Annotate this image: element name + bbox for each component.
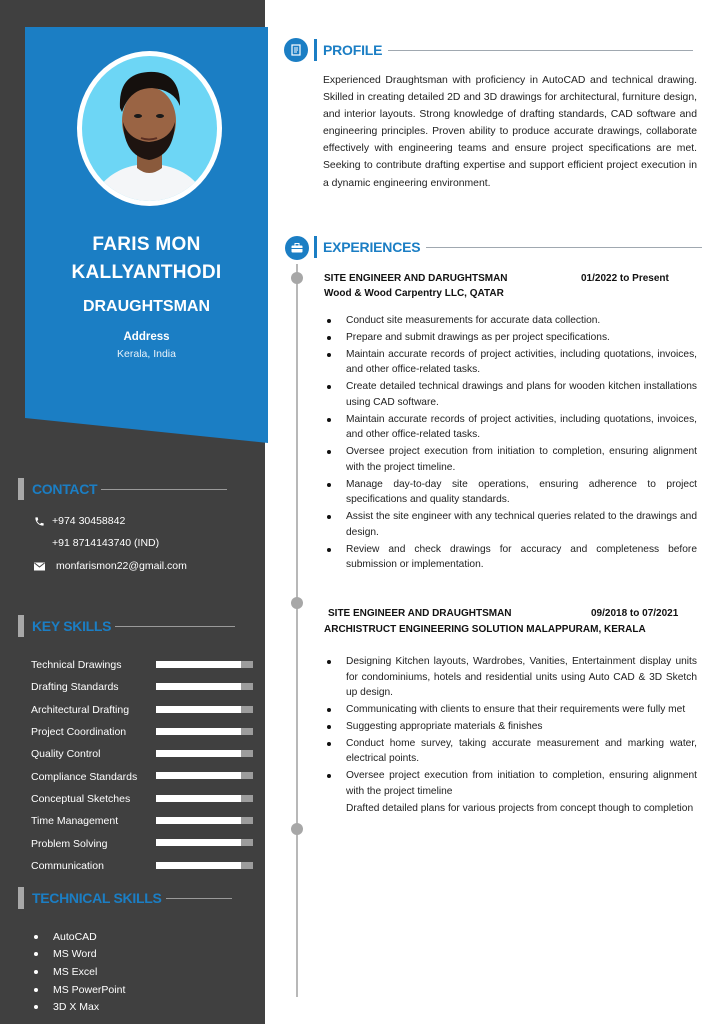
profile-heading-text: PROFILE — [323, 42, 383, 58]
duty-item: Oversee project execution from initiation to completion, ensuring alignment with the project timeline — [325, 768, 697, 799]
timeline-dot — [291, 597, 303, 609]
skill-level-bar — [156, 728, 253, 735]
skill-name: Technical Drawings — [31, 659, 122, 672]
profile-photo — [77, 51, 222, 206]
profile-section-icon — [284, 38, 308, 62]
skill-name: Communication — [31, 859, 104, 872]
heading-accent-bar — [18, 887, 24, 909]
bullet-icon — [34, 970, 38, 974]
job-1-duties — [325, 313, 697, 574]
technical-skills-heading-text: TECHNICAL SKILLS — [32, 890, 162, 906]
skill-level-fill — [156, 862, 241, 869]
skill-level-fill — [156, 817, 241, 824]
skill-level-bar — [156, 839, 253, 846]
skill-level-fill — [156, 706, 241, 713]
skill-row — [31, 654, 253, 676]
key-skills-list — [31, 654, 253, 877]
skill-level-bar — [156, 661, 253, 668]
duty-item: Designing Kitchen layouts, Wardrobes, Vanities, Entertainment display units for condominiums, hotels and residential units using Auto CAD & 3D Sketch up design. — [325, 654, 697, 701]
job-1-company: Wood & Wood Carpentry LLC, QATAR — [324, 288, 504, 299]
duty-item: Communicating with clients to ensure that their requirements were fully met — [325, 702, 697, 718]
address-label: Address — [123, 331, 170, 343]
technical-skill-label: MS Word — [53, 948, 97, 961]
duty-item: Maintain accurate records of project activities, including quotations, invoices, and other office-related tasks. — [325, 412, 697, 443]
skill-name: Drafting Standards — [31, 681, 119, 694]
heading-rule — [388, 50, 693, 51]
job-2-title: SITE ENGINEER AND DRAUGHTSMAN — [328, 608, 512, 619]
skill-row — [31, 676, 253, 698]
key-skills-heading — [18, 615, 235, 637]
job-2-dates: 09/2018 to 07/2021 — [591, 608, 679, 619]
skill-row — [31, 788, 253, 810]
address-value: Kerala, India — [117, 348, 176, 360]
timeline-dot — [291, 272, 303, 284]
duty-item: Conduct home survey, taking accurate measurement and marking water, electrical points. — [325, 736, 697, 767]
skill-level-fill — [156, 661, 241, 668]
heading-rule — [115, 626, 235, 627]
bullet-icon — [34, 1005, 38, 1009]
name-line-2: KALLYANTHODI — [71, 262, 222, 283]
heading-accent-bar — [314, 39, 317, 61]
profile-heading — [314, 39, 693, 61]
skill-name: Problem Solving — [31, 837, 108, 850]
duty-item: Prepare and submit drawings as per project specifications. — [325, 330, 697, 346]
bullet-icon — [34, 952, 38, 956]
experiences-heading — [314, 236, 702, 258]
duty-item: Review and check drawings for accuracy and completeness before submission or implementation. — [325, 542, 697, 573]
timeline-line — [296, 264, 298, 997]
duty-item: Suggesting appropriate materials & finishes — [325, 719, 697, 735]
job-2-duties — [325, 654, 697, 818]
experiences-heading-text: EXPERIENCES — [323, 239, 421, 255]
phone-row — [32, 514, 125, 528]
job-2-company: ARCHISTRUCT ENGINEERING SOLUTION MALAPPURAM, KERALA — [324, 624, 646, 635]
skill-name: Architectural Drafting — [31, 703, 130, 716]
skill-level-bar — [156, 706, 253, 713]
skill-level-fill — [156, 795, 241, 802]
bullet-icon — [34, 988, 38, 992]
technical-skill-item — [34, 981, 125, 999]
skill-level-bar — [156, 750, 253, 757]
job-1-dates: 01/2022 to Present — [581, 273, 669, 284]
duty-item: Maintain accurate records of project activities, including quotations, invoices, and other office-related tasks. — [325, 347, 697, 378]
briefcase-icon — [285, 236, 309, 260]
technical-skills-heading — [18, 887, 232, 909]
technical-skill-label: MS PowerPoint — [53, 983, 126, 996]
skill-level-bar — [156, 683, 253, 690]
duty-item: Create detailed technical drawings and plans for wooden kitchen installations using CAD software. — [325, 379, 697, 410]
avatar — [82, 56, 217, 201]
duty-item-extra: Drafted detailed plans for various projects from concept though to completion — [346, 802, 694, 814]
skill-row — [31, 832, 253, 854]
skill-level-fill — [156, 772, 241, 779]
timeline-dot — [291, 823, 303, 835]
skill-level-bar — [156, 862, 253, 869]
skill-row — [31, 765, 253, 787]
phone-row-2 — [52, 537, 159, 549]
technical-skill-label: MS Excel — [53, 965, 98, 978]
phone-1[interactable]: +974 30458842 — [52, 515, 126, 527]
job-role: DRAUGHTSMAN — [82, 298, 211, 315]
technical-skill-label: 3D X Max — [53, 1001, 100, 1014]
heading-accent-bar — [18, 615, 24, 637]
technical-skills-list — [34, 928, 125, 1016]
name-line-1: FARIS MON — [92, 234, 201, 255]
skill-row — [31, 721, 253, 743]
phone-icon — [32, 514, 46, 528]
email-address[interactable]: monfarismon22@gmail.com — [56, 560, 187, 572]
skill-row — [31, 743, 253, 765]
person-portrait-icon — [82, 56, 217, 201]
skill-level-fill — [156, 728, 241, 735]
skill-level-bar — [156, 772, 253, 779]
duty-item: Assist the site engineer with any technical queries related to the drawings and design. — [325, 509, 697, 540]
email-row — [32, 559, 187, 573]
key-skills-heading-text: KEY SKILLS — [32, 618, 112, 634]
heading-rule — [166, 898, 232, 899]
duty-item: Conduct site measurements for accurate data collection. — [325, 313, 697, 329]
skill-level-bar — [156, 795, 253, 802]
heading-rule — [101, 489, 227, 490]
bullet-icon — [34, 935, 38, 939]
email-icon — [32, 559, 46, 573]
technical-skill-item — [34, 998, 125, 1016]
skill-name: Project Coordination — [31, 726, 127, 739]
duty-item: Oversee project execution from initiation to completion, ensuring alignment with the project timeline. — [325, 444, 697, 475]
skill-name: Time Management — [31, 815, 119, 828]
phone-2[interactable]: +91 8714143740 (IND) — [52, 537, 160, 549]
heading-accent-bar — [18, 478, 24, 500]
contact-heading-text: CONTACT — [32, 481, 98, 497]
skill-name: Compliance Standards — [31, 770, 138, 783]
candidate-name — [25, 231, 268, 287]
technical-skill-item — [34, 963, 125, 981]
skill-level-fill — [156, 750, 241, 757]
technical-skill-item — [34, 946, 125, 964]
skill-level-fill — [156, 839, 241, 846]
duty-item: Manage day-to-day site operations, ensuring adherence to project specifications and quality standards. — [325, 477, 697, 508]
technical-skill-label: AutoCAD — [53, 930, 97, 943]
heading-accent-bar — [314, 236, 317, 258]
skill-row — [31, 699, 253, 721]
skill-level-bar — [156, 817, 253, 824]
skill-name: Conceptual Sketches — [31, 792, 131, 805]
skill-name: Quality Control — [31, 748, 101, 761]
contact-heading — [18, 478, 227, 500]
technical-skill-item — [34, 928, 125, 946]
skill-row — [31, 855, 253, 877]
profile-summary: Experienced Draughtsman with proficiency in AutoCAD and technical drawing. Skilled in creating detailed 2D and 3D drawings for architectural, furniture design, and interior layouts. Strong knowledge of drafting standards, CAD software and engineering principles. Proven ability to produce accurate drawings, collaborate effectively with engineering teams and ensure project specifications are met. Seeking to contribute drafting expertise and support efficient project execution in a dynamic engineering environment. — [323, 75, 697, 189]
heading-rule — [426, 247, 702, 248]
skill-row — [31, 810, 253, 832]
skill-level-fill — [156, 683, 241, 690]
job-1-title: SITE ENGINEER AND DARUGHTSMAN — [324, 273, 508, 284]
